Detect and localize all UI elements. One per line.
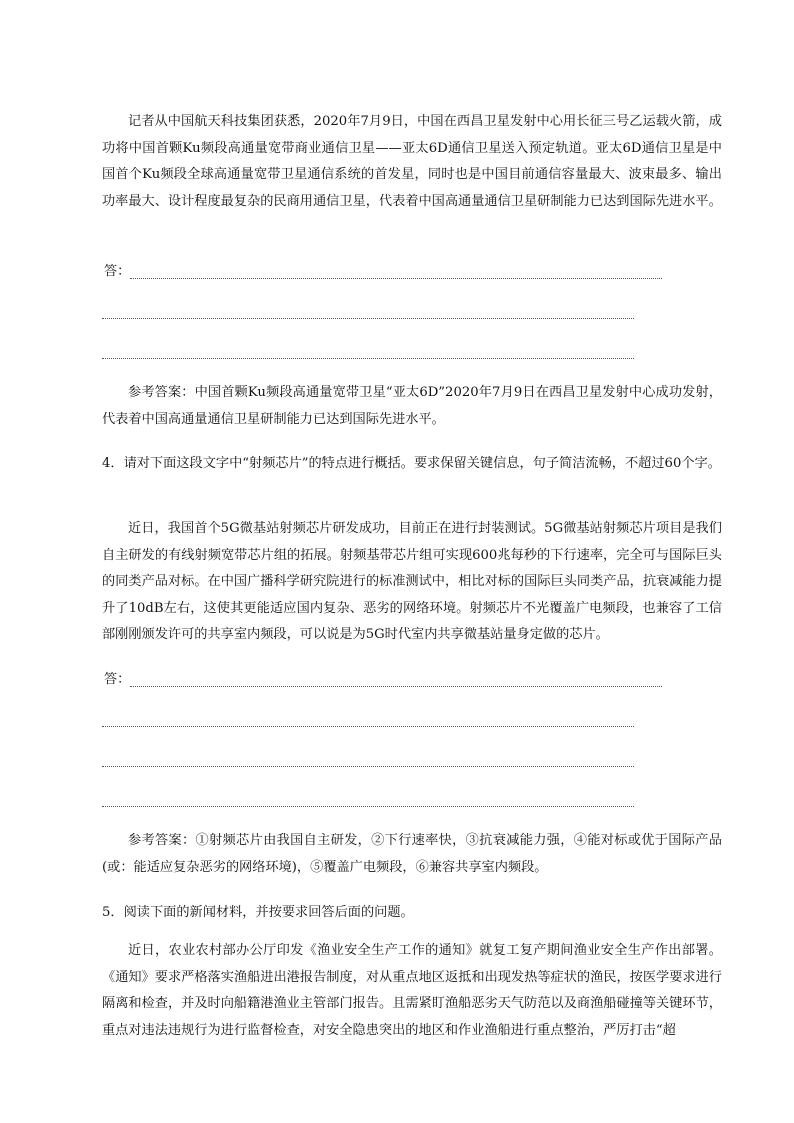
q3-answer-line-2[interactable] xyxy=(102,318,634,319)
q3-reference-answer: 参考答案：中国首颗Ku频段高通量宽带卫星“亚太6D”2020年7月9日在西昌卫星发射中心成功发射，代表着中国高通量通信卫星研制能力已达到国际先进水平。 xyxy=(102,385,722,427)
q4-answer-line-3[interactable] xyxy=(102,766,634,767)
q3-answer-line-3[interactable] xyxy=(102,358,634,359)
q3-passage: 记者从中国航天科技集团获悉，2020年7月9日，中国在西昌卫星发射中心用长征三号乙运载火箭，成功将中国首颗Ku频段高通量宽带商业通信卫星——亚太6D通信卫星送入预定轨道。亚太6D通信卫星是中国首个Ku频段全球高通量宽带卫星通信系统的首发星，同时也是中国目前通信容量最大、波束最多、输出功率最大、设计程度最复杂的民商用通信卫星，代表着中国高通量通信卫星研制能力已达到国际先进水平。 xyxy=(102,114,722,209)
q4-answer-line-1[interactable] xyxy=(130,686,662,687)
q3-answer-line-1[interactable] xyxy=(130,278,662,279)
q4-reference-answer: 参考答案：①射频芯片由我国自主研发，②下行速率快，③抗衰减能力强，④能对标或优于国际产品(或：能适应复杂恶劣的网络环境)，⑤覆盖广电频段，⑥兼容共享室内频段。 xyxy=(102,833,722,875)
q4-passage: 近日，我国首个5G微基站射频芯片研发成功，目前正在进行封装测试。5G微基站射频芯片项目是我们自主研发的有线射频宽带芯片组的拓展。射频基带芯片组可实现600兆每秒的下行速率，完全可与国际巨头的同类产品对标。在中国广播科学研究院进行的标准测试中，相比对标的国际巨头同类产品，抗衰减能力提升了10dB左右，这使其更能适应国内复杂、恶劣的网络环境。射频芯片不光覆盖广电频段，也兼容了工信部刚刚颁发许可的共享室内频段，可以说是为5G时代室内共享微基站量身定做的芯片。 xyxy=(102,521,722,642)
q4-prompt: 4．请对下面这段文字中“射频芯片”的特点进行概括。要求保留关键信息，句子简洁流畅，不超过60个字。 xyxy=(102,456,721,471)
q5-passage: 近日，农业农村部办公厅印发《渔业安全生产工作的通知》就复工复产期间渔业安全生产作出部署。《通知》要求严格落实渔船进出港报告制度，对从重点地区返抵和出现发热等症状的渔民，按医学要求进行隔离和检查，并及时向船籍港渔业主管部门报告。且需紧盯渔船恶劣天气防范以及商渔船碰撞等关键环节，重点对违法违规行为进行监督检查，对安全隐患突出的地区和作业渔船进行重点整治，严厉打击“超 xyxy=(102,943,722,1038)
q5-prompt: 5．阅读下面的新闻材料，并按要求回答后面的问题。 xyxy=(102,905,414,920)
q4-answer-line-2[interactable] xyxy=(102,726,634,727)
q3-answer-label: 答： xyxy=(104,264,131,279)
q4-answer-label: 答： xyxy=(104,672,131,687)
q4-answer-line-4[interactable] xyxy=(102,806,634,807)
